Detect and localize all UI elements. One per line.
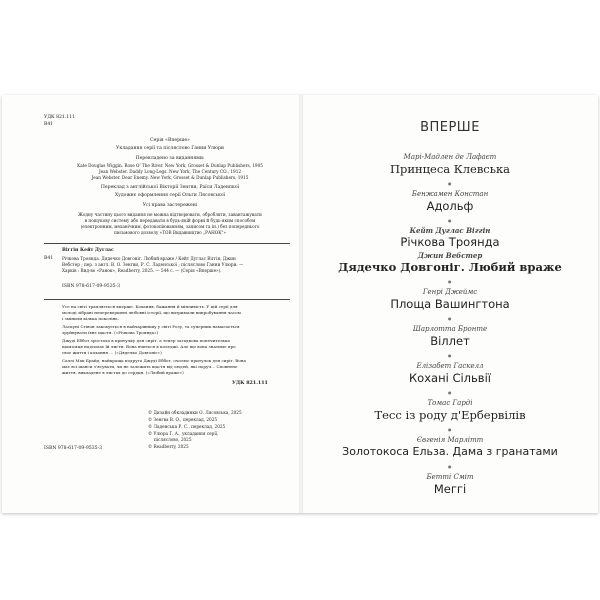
book-author: Генрі Джеймс xyxy=(422,288,478,296)
bbk-code: В41 xyxy=(44,122,54,127)
separator-dot: ● xyxy=(448,353,452,358)
book-title: Річкова Троянда xyxy=(400,235,500,249)
separator-dot: ● xyxy=(448,390,452,395)
annotation-line: своє життя і кохання … («Дядечко Довгоніг») xyxy=(62,350,162,355)
copyright-line: післяслово, 2025 xyxy=(154,437,192,442)
book-author: Томас Гарді xyxy=(427,399,473,407)
copyright-line: © Зенгва В. О., переклад, 2025 xyxy=(148,417,218,422)
book-title: Площа Вашингтона xyxy=(390,297,510,311)
compiler-line: Укладання серії та післяслово Ганни Улюри xyxy=(116,146,224,151)
catalog-text: Річкова Троянда. Дядечко Довгоніг. Любий враже / Кейт Дуглас Віггін, Джин xyxy=(62,256,236,261)
catalog-text: Вебстер ; пер. з англ. В. О. Зенгви, Р. С. Ладенської ; післяслово Ганни Улюри. — xyxy=(62,262,244,267)
divider xyxy=(44,299,290,300)
book-author: Кейт Дуглас Віггін xyxy=(409,226,491,235)
separator-dot: ● xyxy=(448,279,452,284)
annotation-line: має всі шанси з'ясувати, чи не залежить щастя від людей, які поруч… Сповнене xyxy=(62,364,238,369)
annotation-line: Усе на світі трапляється вперше. Кохання, бажання й мінливість. У цій серії для xyxy=(62,304,238,309)
legal-line: (електронним, механічним, фотокопіюванням, записом та ін.) без попереднього xyxy=(80,224,260,229)
translators-line: Переклад з англійської Вікторії Зенгви, Раїси Ладенпкої xyxy=(100,185,240,190)
reprint-head: Перекладено за виданнями: xyxy=(135,156,205,161)
book-author: Бенжамен Констан xyxy=(411,190,489,198)
book-author: Марі-Мадлен де Лафаєт xyxy=(403,153,497,161)
book-title: Адольф xyxy=(426,199,474,213)
book-title: Золотокоса Ельза. Дама з гранатами xyxy=(342,445,558,458)
annotation-line: і змінили кілька поколінь. xyxy=(62,316,119,321)
annotation-line: Ласкуні Стівон закохується в найчарівнішу у світі Розу, та суперник намагається xyxy=(62,324,240,329)
copyright-line: © Readberry, 2025 xyxy=(148,444,189,449)
copyright-line: © Ладенська Р. С., переклад, 2025 xyxy=(148,424,226,429)
catalog-text: Харків : Вид-во «Ранок», Readberry, 2025. — 544 с. — (Серія «Вперше»). xyxy=(62,268,222,273)
edition-line: Jean Webster. Dear Enemy. New York, Grosset & Dunlap Publishers, 1915 xyxy=(91,175,249,180)
series-title: ВПЕРШЕ xyxy=(420,120,480,135)
separator-dot: ● xyxy=(448,464,452,469)
book-title: Кохані Сільвії xyxy=(409,371,491,385)
edition-line: Jean Webster. Daddy Long-Legs. New York, The Century CO., 1912 xyxy=(98,169,242,174)
book-author: Бетті Сміт xyxy=(426,473,474,481)
separator-dot: ● xyxy=(448,181,452,186)
catalog-code: В41 xyxy=(44,256,54,261)
book-title: Тесс із роду д'Ербервілів xyxy=(374,408,526,422)
annotation-line: молоді зібрані неперевершені любовні історії, що витримали випробування часом xyxy=(62,310,241,315)
udk-code: УДК 821.111 xyxy=(44,115,76,120)
annotation-line: Саллі Мак Брайд, найкраща подруга Джуді Еббот, очолює притулок для сиріт. Вона xyxy=(62,358,246,363)
book-title: Принцеса Клевська xyxy=(389,162,511,176)
copyright-line: © Дизайн обкладинки О. Лясовська, 2025 xyxy=(148,410,242,415)
udk-bottom: УДК 821.111 xyxy=(232,380,268,386)
edition-line: Kate Douglas Wiggin. Rose O' The River. New York, Grosset & Dunlap Publishers, 1905 xyxy=(77,163,263,168)
separator-dot: ● xyxy=(448,316,452,321)
book-title: Меггі xyxy=(433,482,467,496)
designer-line: Художнє оформлення серії Ольги Лясовської xyxy=(114,193,226,198)
catalog-isbn: ISBN 978-617-09-9535-3 xyxy=(62,284,121,289)
book-title: Дядечко Довгоніг. Любий враже xyxy=(338,260,562,274)
book-author: Євгенія Марлітт xyxy=(416,436,484,444)
book-author: Джин Вебстер xyxy=(417,251,483,260)
annotation-line: зруйнувати їхнє щастя. («Річкова Троянда») xyxy=(62,330,159,335)
separator-dot: ● xyxy=(448,427,452,432)
isbn-bottom: ISBN 978-617-09-9535-3 xyxy=(44,446,103,451)
legal-line: в пошукову систему або передавати в будь-якій формі й будь-яким способом xyxy=(84,218,256,223)
series-line: Серія «Вперше» xyxy=(150,138,190,143)
legal-line: Жодну частину цього видання не можна відтворювати, обробляти, завантажувати xyxy=(78,212,262,217)
annotation-line: життя, викладене в листах до сердця. («Любий враже») xyxy=(62,370,184,375)
book-author: Шарлотта Бронте xyxy=(412,325,488,333)
divider xyxy=(44,243,290,244)
book-author: Елізабет Гаскелл xyxy=(416,362,484,370)
annotation-line: Джуді Еббот зростала в притулку для сиріт, а тепер загадкова попечителька xyxy=(62,338,230,343)
annotation-line: щомісяця надсилає їй листи. Вона вчиться в коледжі. Але що вона знатиме про xyxy=(62,344,236,349)
series-page xyxy=(300,0,600,600)
copyright-line: © Улюра Г. А., укладання серії, xyxy=(148,431,219,436)
catalog-author: Віггін Кейт Дуглас xyxy=(62,248,114,253)
book-title: Віллет xyxy=(430,334,470,348)
separator-dot: ● xyxy=(448,218,452,223)
rights-line: Усі права застережені xyxy=(142,203,198,208)
legal-line: письмового дозволу «ТОВ Видавництво „РАНОК"» xyxy=(114,230,226,235)
